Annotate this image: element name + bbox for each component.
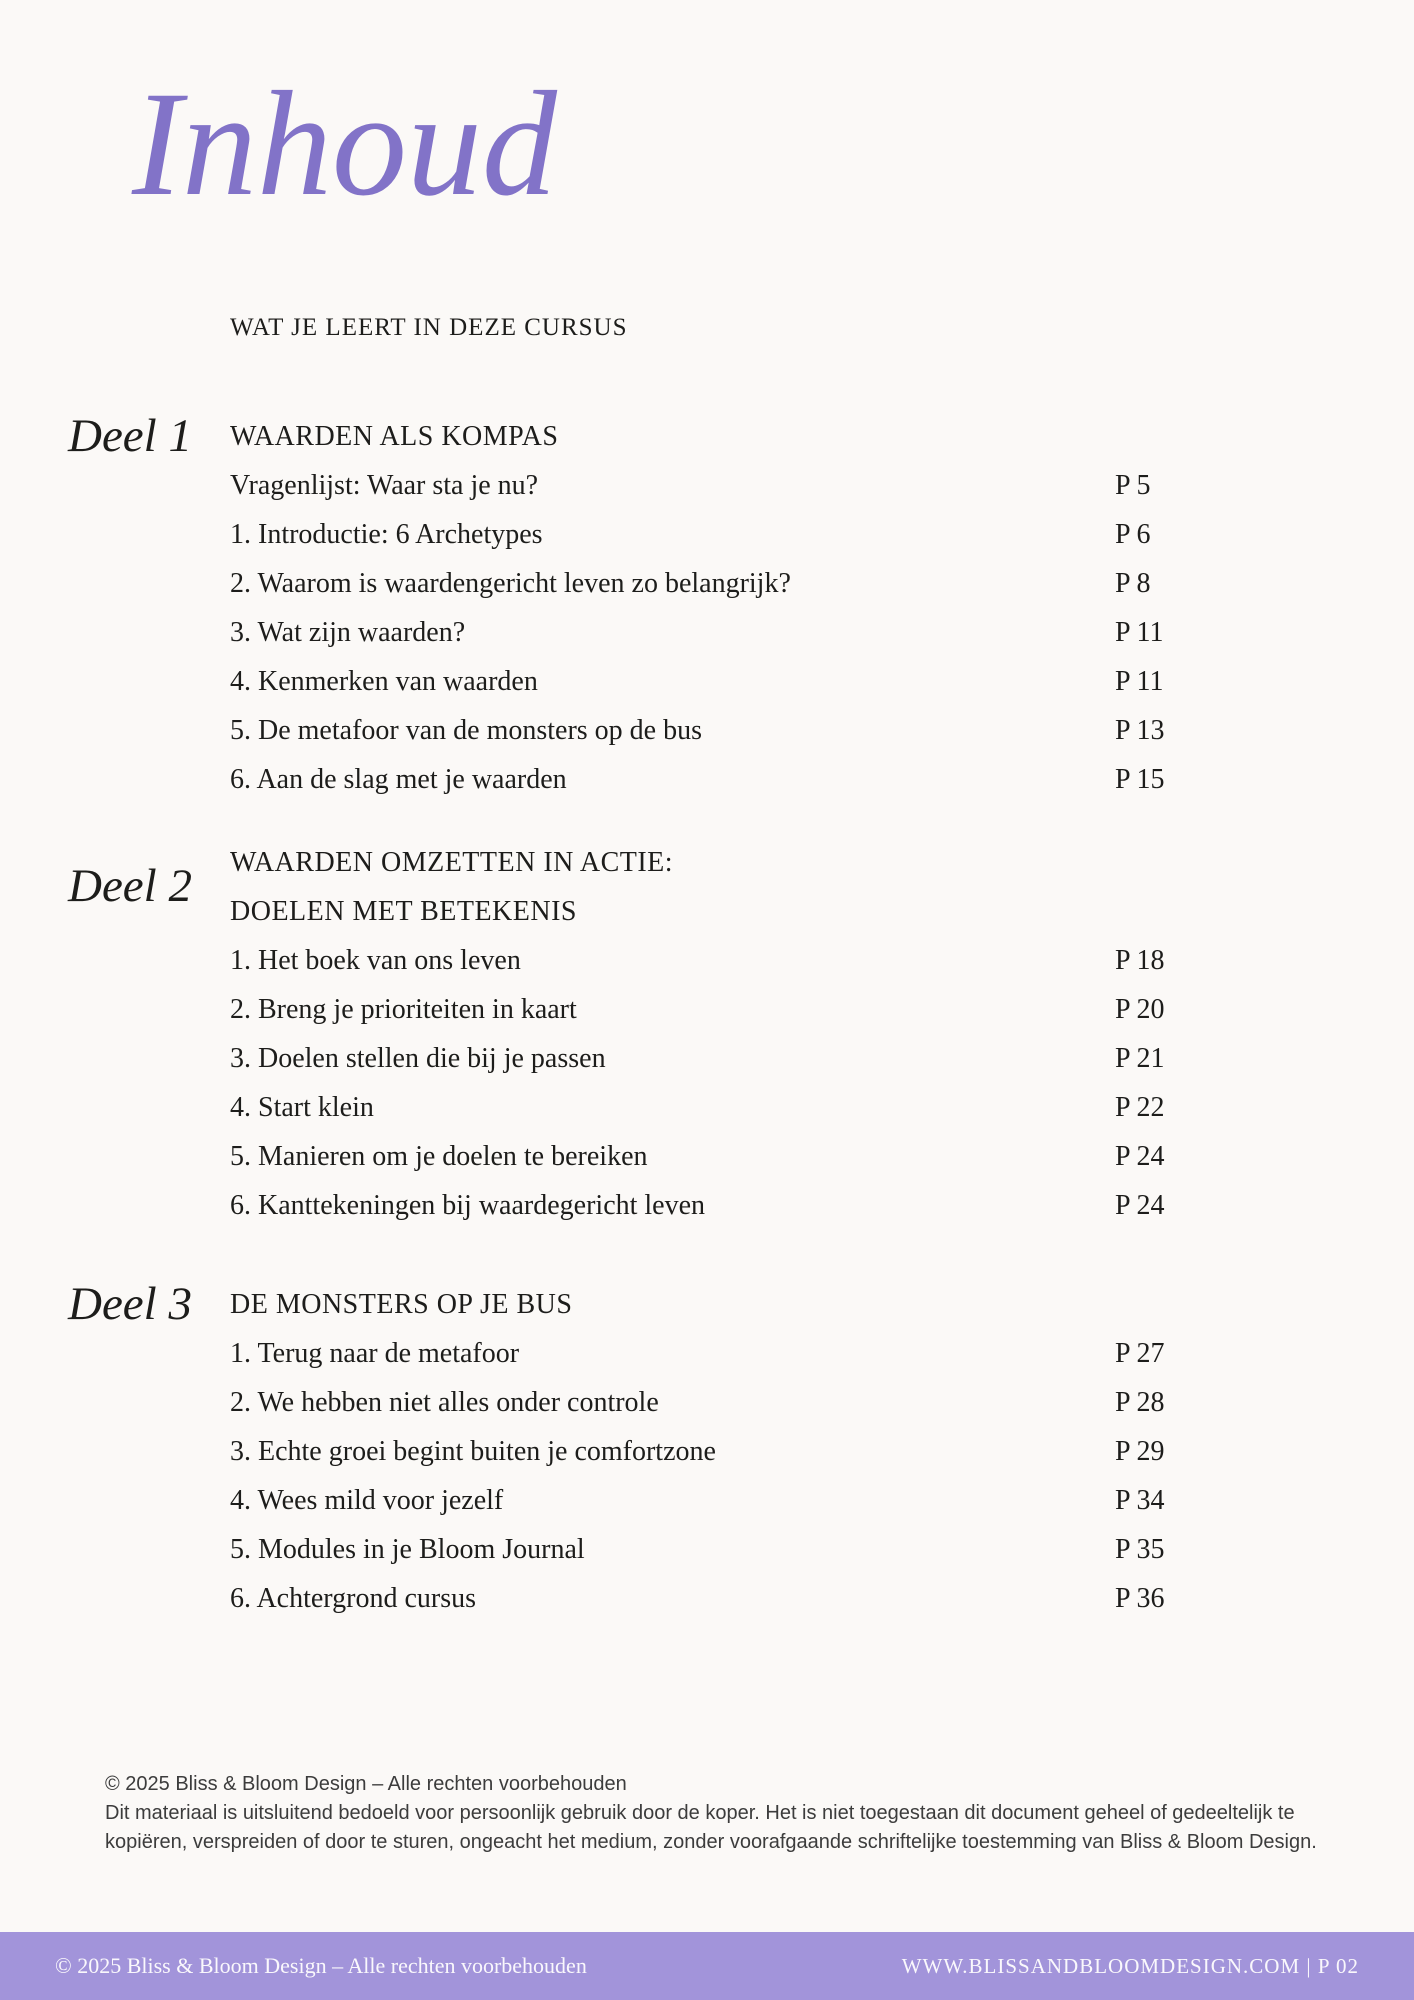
section-label: Deel 3: [68, 1278, 192, 1330]
toc-item-title: 4. Start klein: [230, 1091, 374, 1123]
toc-item-title: 4. Kenmerken van waarden: [230, 665, 538, 697]
toc-item-page-number: P 24: [1115, 1189, 1165, 1221]
toc-item-title: 5. De metafoor van de monsters op de bus: [230, 714, 702, 746]
toc-item-title: 1. Introductie: 6 Archetypes: [230, 518, 543, 550]
toc-item: [230, 1034, 1215, 1083]
toc-item: [230, 1378, 1215, 1427]
toc-item-page-number: P 11: [1115, 665, 1164, 697]
toc-item-title: 2. We hebben niet alles onder controle: [230, 1386, 659, 1418]
toc-section: [68, 838, 1215, 1230]
toc-section: [68, 1278, 1215, 1623]
section-label: Deel 2: [68, 860, 192, 912]
section-label: Deel 1: [68, 410, 192, 462]
toc-item-title: Vragenlijst: Waar sta je nu?: [230, 469, 539, 501]
toc-item-title: 5. Modules in je Bloom Journal: [230, 1533, 585, 1565]
toc-item: [230, 985, 1215, 1034]
toc-item-title: 1. Het boek van ons leven: [230, 944, 521, 976]
page-subtitle: WAT JE LEERT IN DEZE CURSUS: [230, 314, 628, 341]
toc-item-page-number: P 20: [1115, 993, 1165, 1025]
toc-item: [230, 1132, 1215, 1181]
toc-item-page-number: P 24: [1115, 1140, 1165, 1172]
toc-item: [230, 657, 1215, 706]
toc-item-title: 6. Aan de slag met je waarden: [230, 763, 567, 795]
toc-item-page-number: P 21: [1115, 1042, 1165, 1074]
toc-item: [230, 1181, 1215, 1230]
toc-item: [230, 1329, 1215, 1378]
toc-item: [230, 608, 1215, 657]
toc-item-page-number: P 6: [1115, 518, 1151, 550]
toc-section: [68, 410, 1215, 804]
toc-item-title: 3. Doelen stellen die bij je passen: [230, 1042, 606, 1074]
toc-item-page-number: P 29: [1115, 1435, 1165, 1467]
toc-item: [230, 510, 1215, 559]
toc-item: [230, 461, 1215, 510]
toc-item: [230, 755, 1215, 804]
toc-item: [230, 936, 1215, 985]
toc-item-title: 3. Wat zijn waarden?: [230, 616, 466, 648]
section-heading: WAARDEN ALS KOMPAS: [230, 420, 559, 452]
toc-item-page-number: P 13: [1115, 714, 1165, 746]
section-heading: DOELEN MET BETEKENIS: [230, 895, 577, 927]
toc-item: [230, 1476, 1215, 1525]
toc-item-title: 3. Echte groei begint buiten je comfortzone: [230, 1435, 716, 1467]
toc-item: [230, 1427, 1215, 1476]
toc-item-page-number: P 15: [1115, 763, 1165, 795]
toc-item-page-number: P 8: [1115, 567, 1151, 599]
toc-item-page-number: P 11: [1115, 616, 1164, 648]
toc-item-title: 2. Waarom is waardengericht leven zo belangrijk?: [230, 567, 791, 599]
toc-item-page-number: P 36: [1115, 1582, 1165, 1614]
toc-item-page-number: P 35: [1115, 1533, 1165, 1565]
footer-copyright: © 2025 Bliss & Bloom Design – Alle rechten voorbehouden: [55, 1953, 587, 1978]
toc-item-title: 1. Terug naar de metafoor: [230, 1337, 520, 1369]
toc-item-page-number: P 22: [1115, 1091, 1165, 1123]
copyright-body: Dit materiaal is uitsluitend bedoeld voor persoonlijk gebruik door de koper. Het is niet toegestaan dit document geheel of gedeeltelijk te kopiëren, verspreiden of door te sturen, ongeacht het medium, zonder voorafgaande schriftelijke toestemming van Bliss & Bloom Design.: [105, 1802, 1317, 1853]
toc-item-page-number: P 28: [1115, 1386, 1165, 1418]
page-title: Inhoud: [132, 61, 557, 227]
toc-item: [230, 559, 1215, 608]
copyright-block: [105, 1770, 1325, 1857]
footer-website-page: WWW.BLISSANDBLOOMDESIGN.COM | P 02: [901, 1953, 1359, 1978]
toc-item-title: 6. Kanttekeningen bij waardegericht leven: [230, 1189, 706, 1221]
toc-item-title: 2. Breng je prioriteiten in kaart: [230, 993, 577, 1025]
toc-item-page-number: P 34: [1115, 1484, 1165, 1516]
section-heading: WAARDEN OMZETTEN IN ACTIE:: [230, 846, 674, 878]
footer-bar: [0, 1932, 1414, 2000]
section-heading: DE MONSTERS OP JE BUS: [230, 1288, 573, 1320]
toc-item: [230, 1083, 1215, 1132]
toc-item: [230, 1525, 1215, 1574]
toc-item: [230, 1574, 1215, 1623]
toc-item-title: 5. Manieren om je doelen te bereiken: [230, 1140, 648, 1172]
copyright-line: © 2025 Bliss & Bloom Design – Alle rechten voorbehouden: [105, 1773, 627, 1795]
toc-item-page-number: P 18: [1115, 944, 1165, 976]
toc-item: [230, 706, 1215, 755]
toc-item-title: 6. Achtergrond cursus: [230, 1582, 476, 1614]
toc-item-page-number: P 5: [1115, 469, 1151, 501]
toc-item-title: 4. Wees mild voor jezelf: [230, 1484, 504, 1516]
toc-item-page-number: P 27: [1115, 1337, 1165, 1369]
